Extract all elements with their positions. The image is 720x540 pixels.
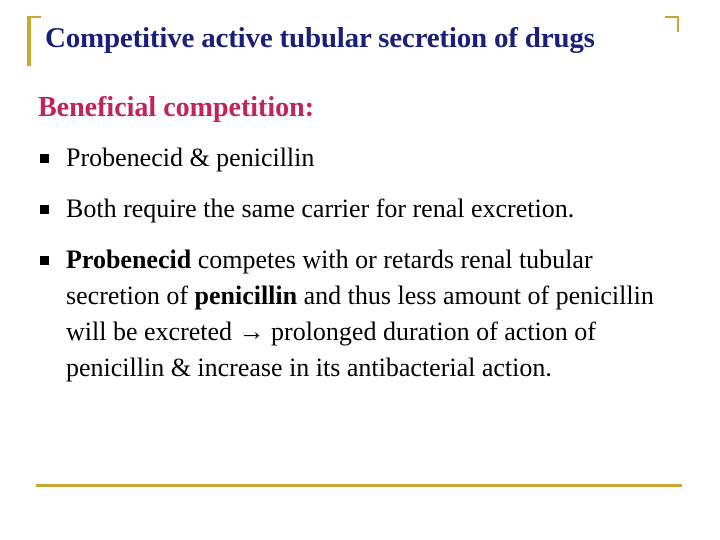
title-frame-top-left-bar	[27, 16, 41, 18]
square-bullet-icon	[40, 154, 49, 163]
square-bullet-icon	[40, 256, 49, 265]
bullet-list	[38, 140, 688, 386]
bullet-text	[66, 242, 688, 386]
bullet-text: Probenecid & penicillin	[66, 143, 315, 172]
drug-name-penicillin: penicillin	[194, 281, 298, 310]
drug-name-probenecid: Probenecid	[66, 245, 192, 274]
title-frame-left-bar	[27, 16, 31, 66]
square-bullet-icon	[40, 205, 49, 214]
list-item	[38, 242, 688, 386]
section-heading: Beneficial competition:	[38, 92, 315, 123]
bullet-text: Both require the same carrier for renal excretion.	[66, 194, 575, 223]
bullet-text-segment: competes with or retards renal tubular secretion of	[66, 245, 593, 310]
bullet-text-segment: and thus less amount of penicillin will be excreted → prolonged duration of action of penicillin & increase in its antibacterial action.	[66, 281, 654, 382]
list-item	[38, 191, 688, 227]
title-frame-right-bar	[677, 16, 679, 32]
bottom-divider	[36, 484, 682, 487]
list-item	[38, 140, 688, 176]
slide-title: Competitive active tubular secretion of drugs	[45, 22, 595, 54]
